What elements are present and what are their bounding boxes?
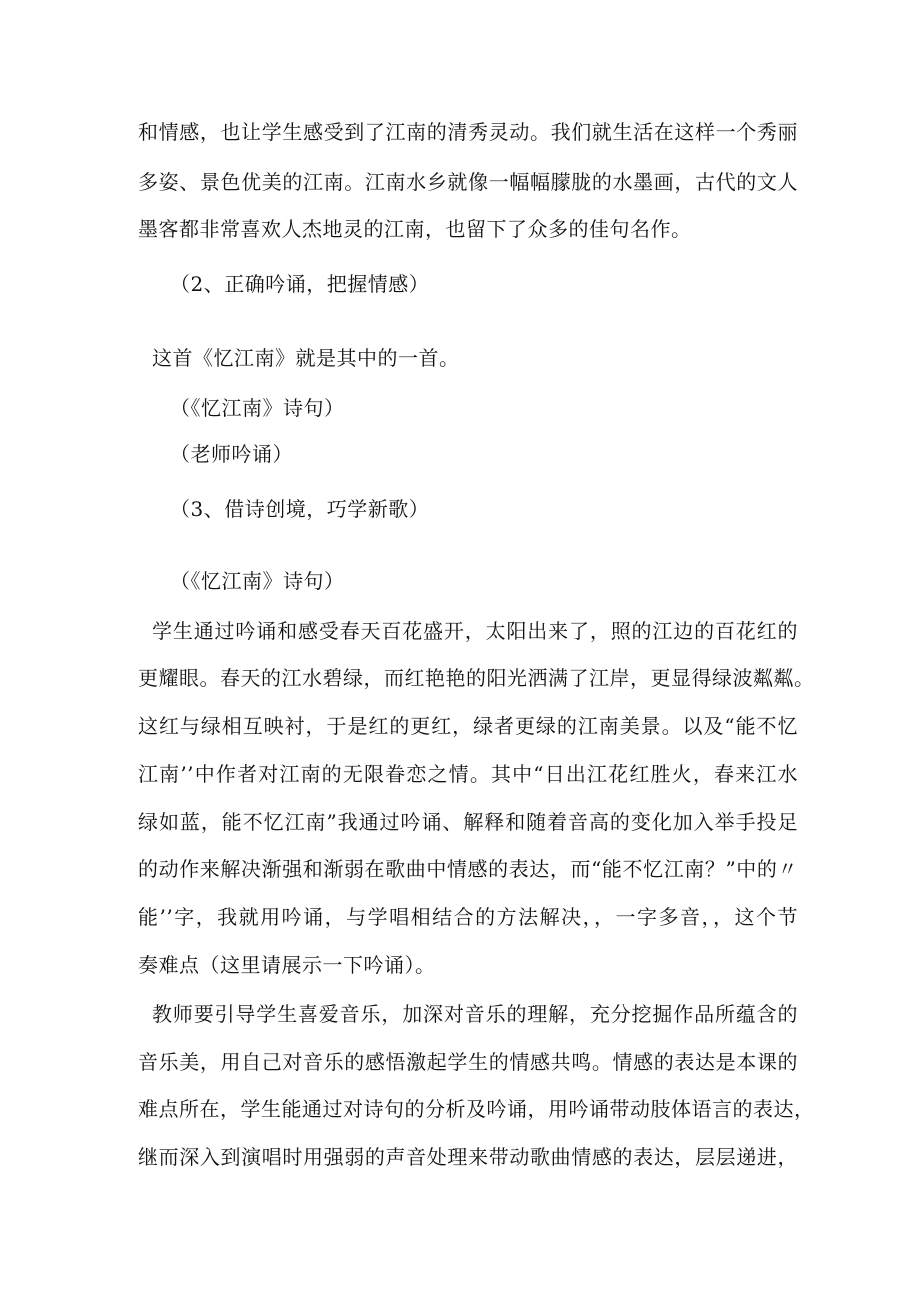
paragraph-line: 江南’’中作者对江南的无限眷恋之情。其中“日出江花红胜火，春来江水 xyxy=(138,762,798,786)
paragraph-line: 学生通过吟诵和感受春天百花盛开，太阳出来了，照的江边的百花红的 xyxy=(152,619,798,643)
paragraph-line: 继而深入到演唱时用强弱的声音处理来带动歌曲情感的表达，层层递进， xyxy=(138,1145,798,1169)
paragraph-line: 绿如蓝，能不忆江南”我通过吟诵、解释和随着音高的变化加入举手投足 xyxy=(138,810,798,834)
paragraph-line: 这红与绿相互映衬，于是红的更红，绿者更绿的江南美景。以及“能不忆 xyxy=(138,714,798,738)
paragraph-line: 这首《忆江南》就是其中的一首。 xyxy=(152,346,460,370)
paragraph-line: 能’’字，我就用吟诵，与学唱相结合的方法解决，，一字多音，，这个节 xyxy=(138,905,798,929)
note-line: （老师吟诵） xyxy=(170,442,293,466)
paragraph-line: 教师要引导学生喜爱音乐，加深对音乐的理解，充分挖掘作品所蕴含的 xyxy=(152,1002,798,1026)
paragraph-line: 的动作来解决渐强和渐弱在歌曲中情感的表达，而“能不忆江南？”中的〃 xyxy=(138,857,798,881)
paragraph-line: 和情感，也让学生感受到了江南的清秀灵动。我们就生活在这样一个秀丽 xyxy=(138,120,798,144)
paragraph-line: 多姿、景色优美的江南。江南水乡就像一幅幅朦胧的水墨画，古代的文人 xyxy=(138,170,798,194)
note-line: （《忆江南》诗句） xyxy=(170,569,345,593)
paragraph-line: 墨客都非常喜欢人杰地灵的江南，也留下了众多的佳句名作。 xyxy=(138,217,692,241)
paragraph-line: 奏难点（这里请展示一下吟诵）。 xyxy=(138,953,436,977)
note-line: （《忆江南》诗句） xyxy=(170,396,345,420)
paragraph-line: 更耀眼。春天的江水碧绿，而红艳艳的阳光洒满了江岸，更显得绿波粼粼。 xyxy=(138,666,815,690)
paragraph-line: 音乐美，用自己对音乐的感悟激起学生的情感共鸣。情感的表达是本课的 xyxy=(138,1050,798,1074)
section-heading-3: （3、借诗创境，巧学新歌） xyxy=(170,497,430,521)
section-heading-2: （2、正确吟诵，把握情感） xyxy=(170,272,430,296)
paragraph-line: 难点所在，学生能通过对诗句的分析及吟诵，用吟诵带动肢体语言的表达， xyxy=(138,1097,815,1121)
